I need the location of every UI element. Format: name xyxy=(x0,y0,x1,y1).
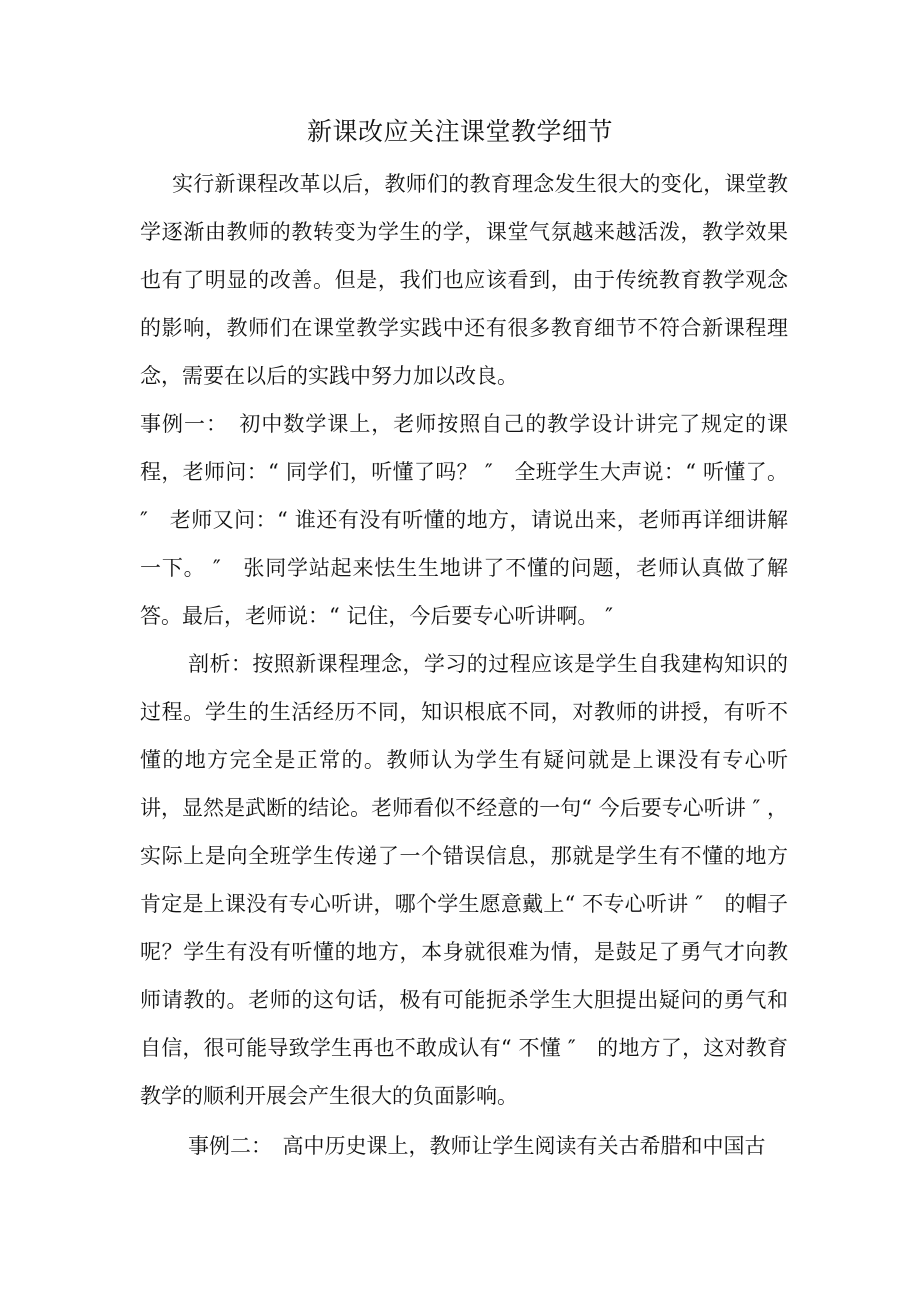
paragraph-analysis: 剖析：按照新课程理念，学习的过程应该是学生自我建构知识的过程。学生的生活经历不同，知识根底不同，对教师的讲授，有听不懂的地方完全是正常的。教师认为学生有疑问就是上课没有专心听讲，显然是武断的结论。老师看似不经意的一句“ 今后要专心听讲 ″ ，实际上是向全班学生传递了一个错误信息，那就是学生有不懂的地方肯定是上课没有专心听讲，哪个学生愿意戴上“ 不专心听讲 ″ 的帽子呢？学生有没有听懂的地方，本身就很难为情，是鼓足了勇气才向教师请教的。老师的这句话，极有可能扼杀学生大胆提出疑问的勇气和自信，很可能导致学生再也不敢成认有“ 不懂 ″ 的地方了，这对教育教学的顺利开展会产生很大的负面影响。 xyxy=(140,652,788,1108)
paragraph-intro: 实行新课程改革以后，教师们的教育理念发生很大的变化，课堂教学逐渐由教师的教转变为学生的学，课堂气氛越来越活泼，教学效果也有了明显的改善。但是，我们也应该看到，由于传统教育教学观念的影响，教师们在课堂教学实践中还有很多教育细节不符合新课程理念，需要在以后的实践中努力加以改良。 xyxy=(140,172,788,388)
paragraph-example-two: 事例二： 高中历史课上，教师让学生阅读有关古希腊和中国古 xyxy=(188,1134,766,1158)
paragraph-example-one: 事例一： 初中数学课上，老师按照自己的教学设计讲完了规定的课程，老师问：“ 同学们，听懂了吗？ ″ 全班学生大声说：“ 听懂了。 ″ 老师又问：“ 谁还有没有听懂的地方，请说出来，老师再详细讲解一下。 ″ 张同学站起来怯生生地讲了不懂的问题，老师认真做了解答。最后，老师说：“ 记住，今后要专心听讲啊。 ″ xyxy=(140,412,788,628)
document-title: 新课改应关注课堂教学细节 xyxy=(306,117,613,146)
